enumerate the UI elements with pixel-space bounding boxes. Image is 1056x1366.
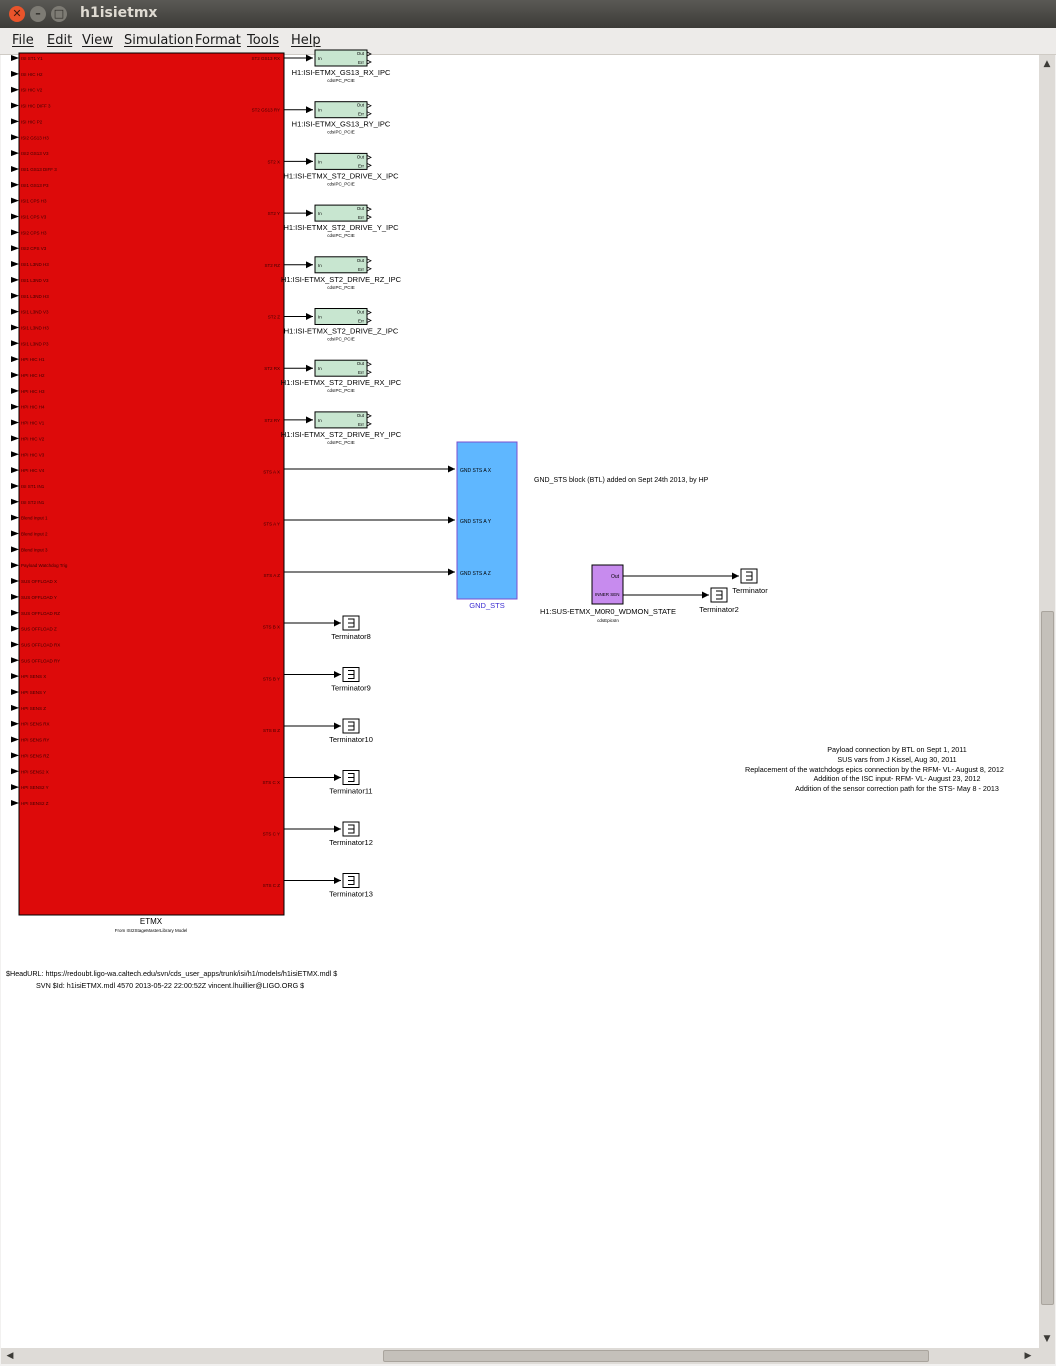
ipc-label: H1:ISI-ETMX_ST2_DRIVE_Y_IPC (283, 223, 399, 233)
ipc-err-port: Err (358, 215, 364, 221)
etmx-output-port-label: STS C X (262, 779, 280, 785)
etmx-input-port-arrow (11, 150, 19, 156)
etmx-input-port-label: HPI HIC H1 (21, 357, 45, 363)
etmx-input-port-arrow (11, 87, 19, 93)
etmx-input-port-arrow (11, 198, 19, 204)
etmx-input-port-label: ISI1 L3ND H3 (21, 325, 49, 331)
etmx-input-port-arrow (11, 356, 19, 362)
etmx-input-port-arrow (11, 324, 19, 330)
ipc-err-arrow (367, 267, 371, 271)
etmx-input-port-arrow (11, 515, 19, 521)
horizontal-scroll-thumb[interactable] (383, 1350, 929, 1362)
ipc-out-port: Out (356, 154, 364, 160)
ipc-err-arrow (367, 422, 371, 426)
etmx-input-port-arrow (11, 657, 19, 663)
etmx-input-port-label: HPI SENS X (21, 674, 47, 680)
ipc-sublabel: cdsIPC_PCIE (327, 129, 355, 135)
menu-file[interactable]: File (12, 33, 34, 48)
etmx-input-port-label: HPI SENS RX (21, 721, 50, 727)
etmx-input-port-arrow (11, 372, 19, 378)
terminator-label: Terminator8 (331, 632, 371, 641)
ipc-out-arrow (367, 104, 371, 108)
etmx-input-port-arrow (11, 451, 19, 457)
etmx-block-subtitle: From ISI2StageMasterLibrary Model (114, 928, 188, 933)
etmx-input-port-label: ISI2 CPS V3 (21, 246, 47, 252)
minimize-icon[interactable]: – (30, 6, 46, 22)
etmx-input-port-arrow (11, 118, 19, 124)
etmx-input-port-arrow (11, 768, 19, 774)
etmx-input-port-arrow (11, 752, 19, 758)
gnd-sts-port-ay: GND STS A Y (460, 519, 492, 525)
ipc-label: H1:ISI-ETMX_GS13_RX_IPC (291, 68, 391, 77)
etmx-input-port-label: HPI HIC H3 (21, 388, 45, 394)
ipc-blocks (281, 50, 402, 445)
horizontal-scrollbar[interactable] (1, 1348, 1039, 1364)
etmx-input-port-arrow (11, 435, 19, 441)
etmx-input-port-arrow (11, 594, 19, 600)
etmx-input-port-label: ISI1 GS13 DIFF 3 (21, 166, 57, 172)
ipc-label: H1:ISI-ETMX_ST2_DRIVE_Z_IPC (283, 326, 399, 336)
ipc-out-arrow (367, 414, 371, 418)
ipc-err-arrow (367, 112, 371, 116)
etmx-input-port-label: SUS OFFLOAD Y (21, 594, 57, 600)
etmx-input-port-arrow (11, 261, 19, 267)
etmx-input-port-label: ISI HIC V2 (21, 87, 43, 93)
etmx-input-port-arrow (11, 103, 19, 109)
etmx-input-port-arrow (11, 531, 19, 537)
etmx-input-port-arrow (11, 546, 19, 552)
etmx-input-port-label: ISI1 GS13 P3 (21, 182, 49, 188)
menu-edit[interactable]: Edit (47, 33, 73, 48)
terminators-left (284, 616, 373, 899)
terminator-label: Terminator13 (329, 889, 373, 899)
etmx-input-port-label: HPI SENS Y (21, 690, 47, 695)
etmx-output-port-label: ST2 RX (264, 366, 280, 372)
menu-help[interactable]: Help (291, 33, 321, 48)
etmx-input-port-label: HPI HIC V3 (21, 452, 45, 458)
etmx-output-port-label: ST2 X (267, 159, 280, 165)
ipc-in-port: In (318, 107, 322, 113)
menu-view[interactable]: View (82, 33, 113, 48)
ipc-out-arrow (367, 207, 371, 211)
etmx-input-port-label: Payload Watchdog Trig (21, 563, 68, 569)
ipc-err-port: Err (358, 163, 364, 169)
etmx-input-port-label: SUS OFFLOAD Z (21, 626, 57, 632)
terminator-right2-block[interactable] (711, 588, 727, 602)
etmx-output-port-label: STS A X (263, 469, 280, 475)
etmx-input-port-label: ISI HIC H2 (21, 71, 43, 77)
etmx-input-port-arrow (11, 737, 19, 743)
svn-headurl: $HeadURL: https://redoubt.ligo-wa.caltech.edu/svn/cds_user_apps/trunk/isi/h1/models/h1isiETMX.mdl $ (6, 969, 338, 978)
ipc-err-arrow (367, 60, 371, 64)
etmx-input-port-arrow (11, 309, 19, 315)
scroll-left-icon[interactable]: ◀ (6, 1351, 14, 1361)
etmx-input-port-arrow (11, 55, 19, 61)
ipc-err-port: Err (358, 266, 364, 272)
etmx-input-port-label: ISI1 L3ND H3 (21, 293, 49, 299)
scroll-down-icon[interactable]: ▼ (1043, 1334, 1051, 1344)
ipc-err-port: Err (358, 370, 364, 376)
ipc-err-arrow (367, 319, 371, 323)
etmx-input-port-label: ISI2 GS13 V3 (21, 151, 49, 157)
ipc-out-port: Out (356, 257, 364, 263)
ipc-in-port: In (318, 417, 322, 423)
etmx-input-port-label: HPI SENS2 Z (21, 800, 49, 806)
etmx-input-port-label: ISI HIC P2 (21, 119, 43, 125)
note-line-2: SUS vars from J Kissel, Aug 30, 2011 (837, 755, 957, 764)
ipc-sublabel: cdsIPC_PCIE (327, 284, 355, 290)
etmx-input-port-arrow (11, 641, 19, 647)
terminator-label: Terminator10 (329, 735, 373, 744)
note-line-1: Payload connection by BTL on Sept 1, 2011 (827, 745, 967, 754)
ipc-out-port: Out (356, 309, 364, 315)
ipc-err-port: Err (358, 318, 364, 324)
ipc-out-port: Out (356, 51, 364, 56)
etmx-input-port-label: HPI HIC H4 (21, 404, 45, 410)
etmx-input-port-label: ISI ST1 IN1 (21, 483, 45, 489)
etmx-input-port-label: ISI1 L3ND H3 (21, 262, 49, 268)
etmx-input-port-arrow (11, 388, 19, 394)
ipc-label: H1:ISI-ETMX_ST2_DRIVE_RY_IPC (280, 429, 402, 439)
ipc-out-arrow (367, 155, 371, 159)
terminator-right-block[interactable] (741, 569, 757, 583)
ipc-sublabel: cdsIPC_PCIE (327, 181, 355, 187)
etmx-output-port-label: STS A Z (263, 573, 280, 578)
etmx-input-port-arrow (11, 578, 19, 584)
ipc-label: H1:ISI-ETMX_ST2_DRIVE_RZ_IPC (280, 274, 402, 284)
etmx-input-port-label: HPI SENS2 Y (21, 785, 49, 791)
ipc-in-port: In (318, 314, 322, 320)
note-line-5: Addition of the sensor correction path for the STS- May 8 - 2013 (795, 784, 999, 793)
terminator-right2-label: Terminator2 (699, 605, 739, 614)
maximize-icon[interactable]: □ (51, 6, 67, 22)
scroll-corner (1039, 1348, 1055, 1364)
close-icon[interactable]: ✕ (9, 6, 25, 22)
etmx-input-port-label: HPI HIC V2 (21, 436, 45, 442)
terminator-right-label: Terminator (732, 586, 768, 595)
terminator-label: Terminator11 (329, 786, 373, 796)
etmx-input-port-label: HPI SENS RY (21, 737, 50, 743)
ipc-out-arrow (367, 259, 371, 263)
etmx-output-port-label: ST2 GS13 RY (251, 107, 280, 113)
etmx-input-port-arrow (11, 705, 19, 711)
vertical-scroll-thumb[interactable] (1041, 611, 1054, 1305)
etmx-input-port-label: ISI2 GS13 H3 (21, 135, 49, 141)
etmx-input-port-arrow (11, 800, 19, 806)
ipc-in-port: In (318, 366, 322, 372)
menu-bar (0, 28, 1056, 55)
ipc-sublabel: cdsIPC_PCIE (327, 233, 355, 239)
etmx-input-port-label: SUS OFFLOAD RY (21, 658, 61, 664)
ipc-label: H1:ISI-ETMX_ST2_DRIVE_X_IPC (283, 171, 399, 181)
ipc-err-arrow (367, 163, 371, 167)
terminator-label: Terminator12 (329, 838, 373, 847)
etmx-input-port-arrow (11, 229, 19, 235)
etmx-output-port-label: ST2 Y (267, 211, 280, 217)
etmx-output-port-label: STS A Y (263, 521, 280, 527)
etmx-input-port-label: ISI1 L3ND V3 (21, 277, 49, 283)
etmx-input-port-arrow (11, 626, 19, 632)
ipc-out-port: Out (356, 206, 364, 212)
etmx-input-port-arrow (11, 293, 19, 299)
etmx-input-port-label: ISI ST2 IN1 (21, 499, 45, 505)
etmx-input-port-label: ISI1 CPS H3 (21, 198, 47, 204)
ipc-err-port: Err (358, 60, 364, 65)
etmx-output-port-label: STS C Y (262, 831, 280, 837)
scroll-up-icon[interactable]: ▲ (1043, 59, 1051, 69)
gnd-sts-note: GND_STS block (BTL) added on Sept 24th 2013, by HP (534, 477, 709, 484)
ipc-in-port: In (318, 56, 322, 61)
svn-id: SVN $Id: h1isiETMX.mdl 4570 2013-05-22 22:00:52Z vincent.lhuillier@LIGO.ORG $ (36, 981, 305, 990)
ipc-sublabel: cdsIPC_PCIE (327, 78, 355, 83)
ipc-in-port: In (318, 211, 322, 217)
etmx-input-port-label: HPI SENS2 X (21, 769, 49, 775)
etmx-input-port-arrow (11, 340, 19, 346)
etmx-input-port-arrow (11, 404, 19, 410)
ipc-out-port: Out (356, 102, 364, 108)
etmx-input-port-arrow (11, 420, 19, 426)
etmx-input-port-label: SUS OFFLOAD RZ (21, 610, 61, 616)
gnd-sts-port-az: GND STS A Z (460, 571, 491, 577)
ipc-out-arrow (367, 362, 371, 366)
ipc-err-arrow (367, 215, 371, 219)
etmx-output-port-label: STS B X (262, 624, 280, 630)
etmx-output-port-label: STS B Z (262, 728, 280, 734)
ipc-sublabel: cdsIPC_PCIE (327, 388, 355, 394)
ipc-in-port: In (318, 159, 322, 165)
etmx-input-port-arrow (11, 689, 19, 695)
ipc-label: H1:ISI-ETMX_GS13_RY_IPC (291, 119, 391, 129)
etmx-output-port-label: ST2 GS13 RX (251, 56, 280, 61)
menu-format[interactable]: Format (195, 33, 241, 48)
ipc-err-arrow (367, 370, 371, 374)
terminator-label: Terminator9 (331, 683, 371, 693)
model-canvas[interactable] (1, 51, 1039, 1348)
etmx-input-port-label: SUS OFFLOAD X (21, 579, 58, 585)
etmx-input-port-arrow (11, 721, 19, 727)
etmx-output-port-label: ST2 RY (264, 417, 280, 423)
ipc-out-port: Out (356, 361, 364, 367)
etmx-input-port-label: HPI HIC V1 (21, 420, 45, 426)
gnd-sts-label: GND_STS (469, 601, 505, 610)
etmx-input-port-arrow (11, 277, 19, 283)
wdmon-sublabel: cdsEpicsIn (597, 618, 619, 623)
etmx-input-port-arrow (11, 166, 19, 172)
etmx-input-port-label: ISI1 CPS V3 (21, 214, 47, 220)
wdmon-epics-block[interactable] (592, 565, 623, 604)
etmx-input-port-arrow (11, 673, 19, 679)
etmx-output-port-label: STS B Y (262, 676, 280, 682)
etmx-output-port-label: STS C Z (262, 883, 280, 889)
etmx-input-port-label: HPI HIC H2 (21, 373, 45, 378)
wdmon-in-port: INNER SEN (595, 592, 620, 597)
ipc-out-port: Out (356, 412, 364, 418)
window-title: h1isietmx (80, 5, 158, 21)
etmx-input-port-arrow (11, 214, 19, 220)
etmx-input-port-label: ISI ST1 Y1 (21, 56, 43, 61)
etmx-input-port-label: ISI2 CPS H3 (21, 230, 47, 236)
etmx-input-port-arrow (11, 499, 19, 505)
etmx-input-port-label: HPI SENS Z (21, 705, 47, 711)
vertical-scrollbar[interactable] (1039, 55, 1055, 1348)
wdmon-label: H1:SUS-ETMX_M0R0_WDMON_STATE (540, 607, 676, 616)
ipc-label: H1:ISI-ETMX_ST2_DRIVE_RX_IPC (280, 378, 402, 388)
ipc-out-arrow (367, 311, 371, 315)
note-line-4: Addition of the ISC input- RFM- VL- August 23, 2012 (813, 774, 981, 783)
window-titlebar[interactable] (0, 0, 1056, 28)
etmx-input-port-arrow (11, 467, 19, 473)
ipc-err-port: Err (358, 421, 364, 427)
etmx-input-port-arrow (11, 610, 19, 616)
etmx-input-port-arrow (11, 182, 19, 188)
scroll-right-icon[interactable]: ▶ (1024, 1351, 1032, 1361)
etmx-input-port-arrow (11, 784, 19, 790)
etmx-main-block[interactable] (19, 53, 284, 915)
menu-tools[interactable]: Tools (247, 33, 280, 48)
etmx-input-port-arrow (11, 562, 19, 568)
ipc-sublabel: cdsIPC_PCIE (327, 336, 355, 342)
etmx-block-name: ETMX (139, 917, 163, 926)
etmx-input-port-arrow (11, 134, 19, 140)
etmx-input-port-label: Blend Input 2 (21, 531, 48, 537)
etmx-input-port-label: ISI1 L3ND V3 (21, 309, 49, 315)
etmx-input-port-label: HPI SENS RZ (21, 753, 50, 759)
model-diagram[interactable] (1, 51, 1039, 1348)
etmx-input-port-label: Blend Input 1 (21, 515, 48, 521)
etmx-input-port-label: ISI1 L3ND P3 (21, 341, 49, 347)
gnd-sts-port-ax: GND STS A X (460, 468, 492, 474)
note-line-3: Replacement of the watchdogs epics connection by the RFM- VL- August 8, 2012 (745, 765, 1004, 774)
ipc-in-port: In (318, 262, 322, 268)
etmx-output-port-label: ST2 RZ (264, 262, 280, 268)
wdmon-out-port: Out (610, 574, 619, 580)
ipc-sublabel: cdsIPC_PCIE (327, 439, 355, 445)
etmx-input-port-arrow (11, 71, 19, 77)
ipc-err-port: Err (358, 111, 364, 117)
etmx-input-port-label: Blend Input 3 (21, 547, 48, 553)
etmx-output-port-label: ST2 Z (267, 314, 280, 320)
etmx-input-port-label: ISI HIC DIFF 3 (21, 103, 51, 109)
etmx-input-port-arrow (11, 245, 19, 251)
etmx-input-port-label: SUS OFFLOAD RX (21, 642, 61, 648)
etmx-input-port-label: HPI HIC V4 (21, 468, 45, 474)
menu-simulation[interactable]: Simulation (124, 33, 194, 48)
etmx-input-port-arrow (11, 483, 19, 489)
